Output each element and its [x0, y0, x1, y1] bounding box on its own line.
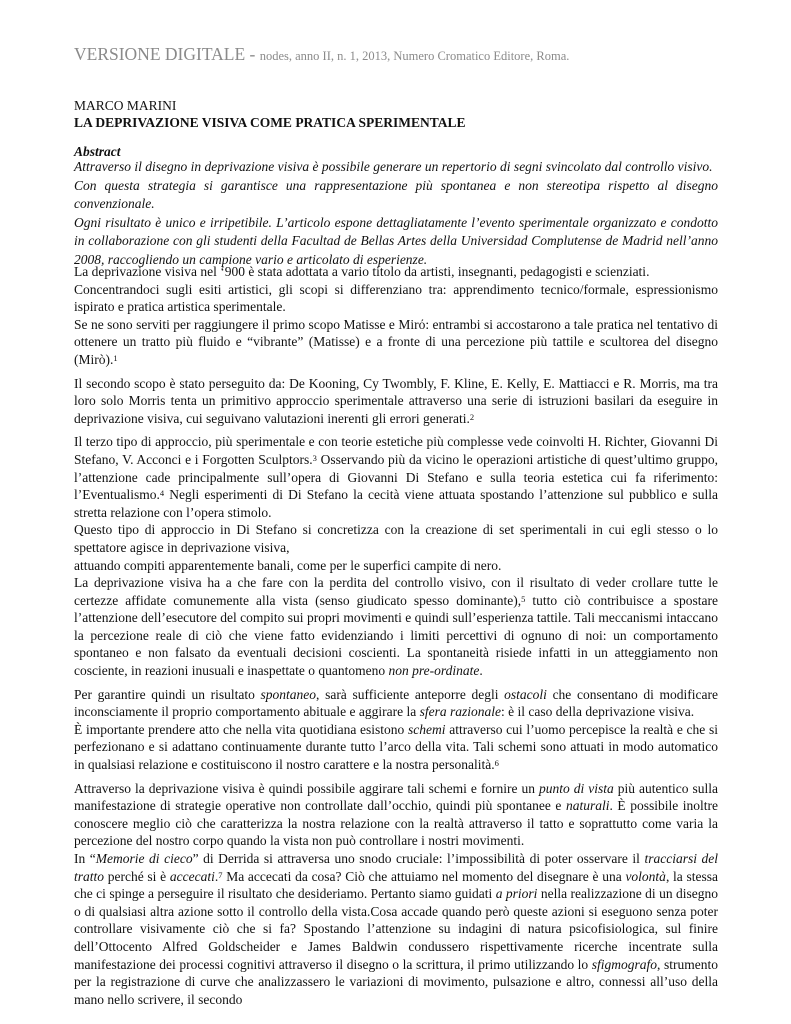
footnote-ref[interactable]: 2	[469, 411, 475, 422]
body-paragraph: È importante prendere atto che nella vita quotidiana esistono schemi attraverso cui l’uomo percepisce la realtà e che si perfezionano e si adattano continuamente durante tutto l’arco della vita. Tali schemi sono attuati in modo automatico in qualsiasi relazione e costituiscono il nostro carattere e la nostra personalità.$^6$	[74, 721, 719, 773]
body-paragraph: Se ne sono serviti per raggiungere il primo scopo Matisse e Mirό: entrambi si accostarono a tale pratica nel tentativo di ottenere un tratto più fluido e “vibrante” (Matisse) e a fronte di una percezione più tattile e scultorea del disegno (Mirò).$^1$	[74, 316, 718, 367]
footnote-ref[interactable]: 7	[218, 869, 223, 880]
body-paragraph: Per garantire quindi un risultato spontaneo, sarà sufficiente anteporre degli ostacoli che consentano di modificare inconsciamente il proprio comportamento abituale e aggirare la sfera razionale: è il caso della deprivazione visiva.	[74, 686, 718, 720]
header-citation: nodes, anno II, n. 1, 2013, Numero Cromatico Editore, Roma.	[259, 49, 570, 63]
footnote-ref[interactable]: 1	[113, 352, 118, 363]
body-paragraph: In “Memorie di cieco” di Derrida si attraversa uno snodo cruciale: l’impossibilità di poter osservare il tracciarsi del tratto perché si è accecati.$^7$ Ma accecati da cosa? Ciò che attuiamo nel momento del disegnare è una volontà, la stessa che ci spinge a perseguire il risultato che desideriamo. Pertanto siamo guidati a priori nella realizzazione di un disegno o di qualsiasi altra azione sotto il controllo della vista.Cosa accade quando però queste azioni si eseguono senza poter controllare visivamente ciò che si fa? Spostando l’attenzione su indagini di natura psicofisiologica, sul finire dell’Ottocento Alfred Goldscheider e James Baldwin condussero rispettivamente ricerche incentrate sulla manifestazione dei processi cognitivi attraverso il disegno o la scrittura, il primo utilizzando lo sfigmografo, strumento per la registrazione di curve che analizzassero le variazioni di movimento, pulsazione e altro, connessi all’uso della mano nello scrivere, il secondo	[74, 851, 719, 1007]
article-body	[74, 263, 718, 1008]
footnote-ref[interactable]: 3	[312, 452, 317, 463]
body-paragraph: Attraverso la deprivazione visiva è quindi possibile aggirare tali schemi e fornire un punto di vista più autentico sulla manifestazione di strategie operative non controllate dall’occhio, quindi più spontanee e naturali. È possibile inoltre conoscere meglio ciò che caratterizza la nostra relazione con la realtà attraverso il tatto e soprattutto come varia la percezione del nostro corpo quando la vista non può controllare i nostri movimenti.	[74, 780, 719, 849]
body-paragraph: Il secondo scopo è stato perseguito da: De Kooning, Cy Twombly, F. Kline, E. Kelly, E. Mattiacci e R. Morris, ma tra loro solo Morris tenta un primitivo approccio sperimentale attraverso una serie di istruzioni basilari da eseguire in deprivazione visiva, cui seguivano valutazioni inerenti gli errori generati.$^2$	[74, 375, 718, 426]
footnote-ref[interactable]: 6	[494, 758, 499, 769]
article-title: LA DEPRIVAZIONE VISIVA COME PRATICA SPERIMENTALE	[74, 115, 466, 130]
abstract-paragraph: Attraverso il disegno in deprivazione visiva è possibile generare un repertorio di segni svincolato dal controllo visivo.	[74, 159, 713, 174]
footnote-ref[interactable]: 4	[159, 488, 165, 499]
body-paragraph: Concentrandoci sugli esiti artistici, gli scopi si differenziano tra: apprendimento tecnico/formale, espressionismo ispirato e pratica artistica sperimentale.	[74, 281, 718, 315]
body-paragraph: La deprivazione visiva nel ‘900 è stata adottata a vario titolo da artisti, insegnanti, pedagogisti e scienziati.	[74, 264, 650, 279]
body-paragraph: Il terzo tipo di approccio, più sperimentale e con teorie estetiche più complesse vede coinvolti H. Richter, Giovanni Di Stefano, V. Acconci e i Forgotten Sculptors.$^3$ Osservando più da vicino le operazioni artistiche di quest’ultimo gruppo, l’attenzione cade principalmente sull’opera di Giovanni Di Stefano e sulla teoria estetica cui fa riferimento: l’Eventualismo.$^4$ Negli esperimenti di Di Stefano la cecità viene attuata spostando l’attenzione sul pubblico e sulla stretta relazione con l’opera stimolo.	[74, 434, 718, 520]
author-name: MARCO MARINI	[74, 98, 177, 113]
abstract-paragraph: Con questa strategia si garantisce una rappresentazione più spontanea e non stereotipa rispetto al disegno convenzionale.	[74, 177, 718, 212]
body-paragraph: Questo tipo di approccio in Di Stefano si concretizza con la creazione di set sperimentali in cui egli stesso o lo spettatore agisce in deprivazione visiva,	[74, 522, 718, 555]
body-paragraph: attuando compiti apparentemente banali, come per le superfici campite di nero.	[74, 557, 502, 573]
page-header	[74, 44, 569, 65]
abstract-heading: Abstract	[74, 144, 121, 159]
abstract-text	[74, 158, 718, 270]
body-paragraph: La deprivazione visiva ha a che fare con la perdita del controllo visivo, con il risultato di veder crollare tutte le certezze affidate comunemente alla vista (senso giudicato spesso dominante),$^5$ tutto ciò contribuisce a spostare l’attenzione dell’esecutore del compito sui propri movimenti e quindi sull’esperienza tattile. Tali meccanismi intaccano la percezione reale di ciò che viene fatto evidenziando i limiti percettivi di ognuno di noi: un comportamento spontaneo e non falsato da eventuali decisioni coscienti. La spontaneità risiede infatti in un atteggiamento non cosciente, in reazioni inusuali e inaspettate o quantomeno non pre-ordinate.	[74, 575, 719, 679]
abstract-paragraph: Ogni risultato è unico e irripetibile. L’articolo espone dettagliatamente l’evento sperimentale organizzato e condotto in collaborazione con gli studenti della Facultad de Bellas Artes della Universidad Complutense de Madrid nell’anno 2008, raccogliendo un campione vario e articolato di esperienze.	[74, 214, 718, 267]
footnote-ref[interactable]: 5	[521, 593, 526, 604]
header-title: VERSIONE DIGITALE -	[74, 44, 260, 64]
